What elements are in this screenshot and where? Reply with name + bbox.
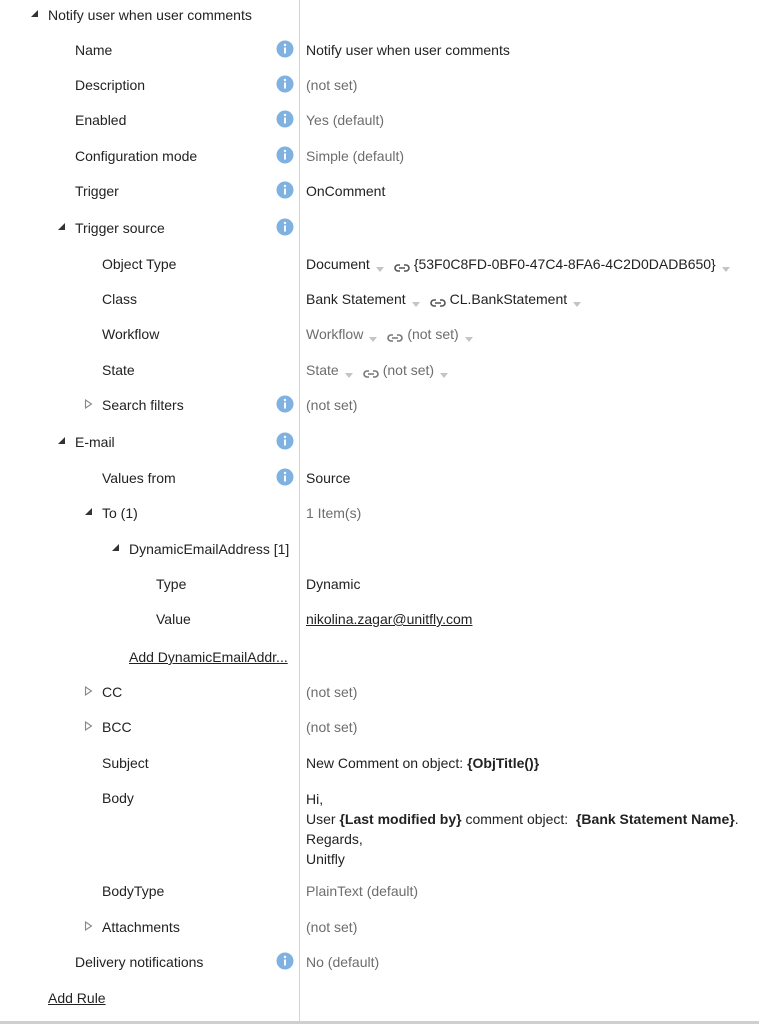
- body-label: Body: [102, 790, 134, 806]
- attachments-value[interactable]: (not set): [306, 919, 358, 935]
- body-value[interactable]: [306, 789, 739, 869]
- add-rule-row: [0, 988, 759, 1012]
- info-icon[interactable]: [276, 952, 294, 970]
- configuration-mode-value[interactable]: Simple (default): [306, 148, 405, 164]
- workflow-alias[interactable]: (not set): [407, 326, 459, 342]
- search-filters-label: Search filters: [102, 397, 184, 413]
- triangle-expanded-icon[interactable]: [111, 543, 121, 553]
- body-text-a: User: [306, 811, 340, 827]
- property-row-search-filters[interactable]: [0, 395, 759, 419]
- description-label: Description: [75, 77, 146, 93]
- email-label: E-mail: [75, 434, 115, 450]
- body-line-2: [306, 809, 739, 829]
- subject-label: Subject: [102, 755, 149, 771]
- class-label: Class: [102, 291, 138, 307]
- dropdown-arrow-icon[interactable]: [438, 366, 452, 376]
- to-label: To (1): [102, 505, 138, 521]
- class-alias[interactable]: CL.BankStatement: [449, 291, 568, 307]
- property-row-object-type[interactable]: [0, 254, 759, 278]
- property-row-state[interactable]: [0, 360, 759, 384]
- values-from-value[interactable]: Source: [306, 470, 351, 486]
- property-row-bodytype[interactable]: [0, 881, 759, 905]
- property-row-trigger[interactable]: [0, 181, 759, 205]
- object-type-value-group: [306, 256, 738, 272]
- property-row-type[interactable]: [0, 574, 759, 598]
- class-value-group: [306, 291, 589, 307]
- property-row-class[interactable]: [0, 289, 759, 313]
- workflow-value[interactable]: Workflow: [306, 326, 364, 342]
- triangle-expanded-icon[interactable]: [57, 436, 67, 446]
- value-label: Value: [156, 611, 191, 627]
- triangle-collapsed-icon[interactable]: [84, 921, 94, 931]
- dropdown-arrow-icon[interactable]: [571, 295, 585, 305]
- dropdown-arrow-icon[interactable]: [367, 330, 381, 340]
- body-line-4: Unitfly: [306, 851, 345, 867]
- body-text-b: comment object:: [461, 811, 576, 827]
- info-icon[interactable]: [276, 181, 294, 199]
- property-row-enabled[interactable]: [0, 110, 759, 134]
- state-alias[interactable]: (not set): [382, 362, 435, 378]
- description-value[interactable]: (not set): [306, 77, 358, 93]
- email-address-link[interactable]: nikolina.zagar@unitfly.com: [306, 611, 473, 627]
- class-value[interactable]: Bank Statement: [306, 291, 406, 307]
- add-dynamic-email-address-link[interactable]: Add DynamicEmailAddr...: [129, 649, 288, 665]
- trigger-label: Trigger: [75, 183, 119, 199]
- group-row-dynamic-email-address[interactable]: [0, 539, 759, 563]
- info-icon[interactable]: [276, 146, 294, 164]
- type-label: Type: [156, 576, 187, 592]
- group-row-trigger-source[interactable]: [0, 218, 759, 242]
- object-type-value[interactable]: Document: [306, 256, 370, 272]
- bodytype-label: BodyType: [102, 883, 165, 899]
- rule-title: Notify user when user comments: [48, 7, 252, 23]
- property-row-description[interactable]: [0, 75, 759, 99]
- chain-link-icon: [430, 295, 446, 305]
- body-line-3: Regards,: [306, 831, 363, 847]
- to-value[interactable]: 1 Item(s): [306, 505, 362, 521]
- triangle-collapsed-icon[interactable]: [84, 686, 94, 696]
- property-row-delivery-notifications[interactable]: [0, 952, 759, 976]
- attachments-label: Attachments: [102, 919, 180, 935]
- info-icon[interactable]: [276, 110, 294, 128]
- workflow-label: Workflow: [102, 326, 160, 342]
- triangle-collapsed-icon[interactable]: [84, 399, 94, 409]
- property-row-subject[interactable]: [0, 753, 759, 777]
- bcc-label: BCC: [102, 719, 132, 735]
- info-icon[interactable]: [276, 75, 294, 93]
- workflow-value-group: [306, 326, 481, 342]
- triangle-expanded-icon[interactable]: [84, 507, 94, 517]
- values-from-label: Values from: [102, 470, 176, 486]
- dropdown-arrow-icon[interactable]: [374, 260, 388, 270]
- type-value[interactable]: Dynamic: [306, 576, 361, 592]
- triangle-collapsed-icon[interactable]: [84, 721, 94, 731]
- group-row-email[interactable]: [0, 432, 759, 456]
- configuration-mode-label: Configuration mode: [75, 148, 198, 164]
- cc-value[interactable]: (not set): [306, 684, 358, 700]
- delivery-notifications-label: Delivery notifications: [75, 954, 204, 970]
- subject-token: {ObjTitle()}: [467, 755, 540, 771]
- dropdown-arrow-icon[interactable]: [343, 366, 357, 376]
- triangle-expanded-icon[interactable]: [30, 9, 40, 19]
- info-icon[interactable]: [276, 432, 294, 450]
- info-icon[interactable]: [276, 395, 294, 413]
- state-value[interactable]: State: [306, 362, 339, 378]
- body-line-1: Hi,: [306, 791, 324, 807]
- add-rule-link[interactable]: Add Rule: [48, 990, 106, 1006]
- info-icon[interactable]: [276, 40, 294, 58]
- dynamic-email-address-label: DynamicEmailAddress [1]: [129, 541, 290, 557]
- trigger-source-label: Trigger source: [75, 220, 165, 236]
- dropdown-arrow-icon[interactable]: [463, 330, 477, 340]
- object-type-guid[interactable]: {53F0C8FD-0BF0-47C4-8FA6-4C2D0DADB650}: [413, 256, 716, 272]
- property-row-configuration-mode[interactable]: [0, 146, 759, 170]
- group-row-to[interactable]: [0, 503, 759, 527]
- bcc-value[interactable]: (not set): [306, 719, 358, 735]
- property-row-name[interactable]: [0, 40, 759, 64]
- property-row-value[interactable]: [0, 609, 759, 633]
- body-token-bank-statement-name: {Bank Statement Name}: [575, 811, 735, 827]
- body-text-c: .: [734, 811, 739, 827]
- delivery-notifications-value[interactable]: No (default): [306, 954, 380, 970]
- property-row-attachments[interactable]: [0, 917, 759, 941]
- search-filters-value[interactable]: (not set): [306, 397, 358, 413]
- chain-link-icon: [363, 366, 379, 376]
- subject-value[interactable]: [306, 755, 539, 771]
- dropdown-arrow-icon[interactable]: [720, 260, 734, 270]
- enabled-label: Enabled: [75, 112, 127, 128]
- triangle-expanded-icon[interactable]: [57, 222, 67, 232]
- trigger-value[interactable]: OnComment: [306, 183, 386, 199]
- property-row-workflow[interactable]: [0, 324, 759, 348]
- info-icon[interactable]: [276, 468, 294, 486]
- info-icon[interactable]: [276, 218, 294, 236]
- enabled-value[interactable]: Yes (default): [306, 112, 385, 128]
- name-label: Name: [75, 42, 113, 58]
- bodytype-value[interactable]: PlainText (default): [306, 883, 419, 899]
- property-row-body[interactable]: [0, 788, 759, 872]
- chain-link-icon: [394, 260, 410, 270]
- subject-text: New Comment on object:: [306, 755, 468, 771]
- cc-label: CC: [102, 684, 123, 700]
- state-label: State: [102, 362, 135, 378]
- body-token-last-modified-by: {Last modified by}: [339, 811, 462, 827]
- chain-link-icon: [387, 330, 403, 340]
- object-type-label: Object Type: [102, 256, 177, 272]
- name-value[interactable]: Notify user when user comments: [306, 42, 510, 58]
- property-row-values-from[interactable]: [0, 468, 759, 492]
- state-value-group: [306, 362, 456, 378]
- property-row-cc[interactable]: [0, 682, 759, 706]
- rule-header-row[interactable]: [0, 5, 759, 29]
- property-row-bcc[interactable]: [0, 717, 759, 741]
- dropdown-arrow-icon[interactable]: [410, 295, 424, 305]
- add-dynamic-email-row: [0, 647, 759, 671]
